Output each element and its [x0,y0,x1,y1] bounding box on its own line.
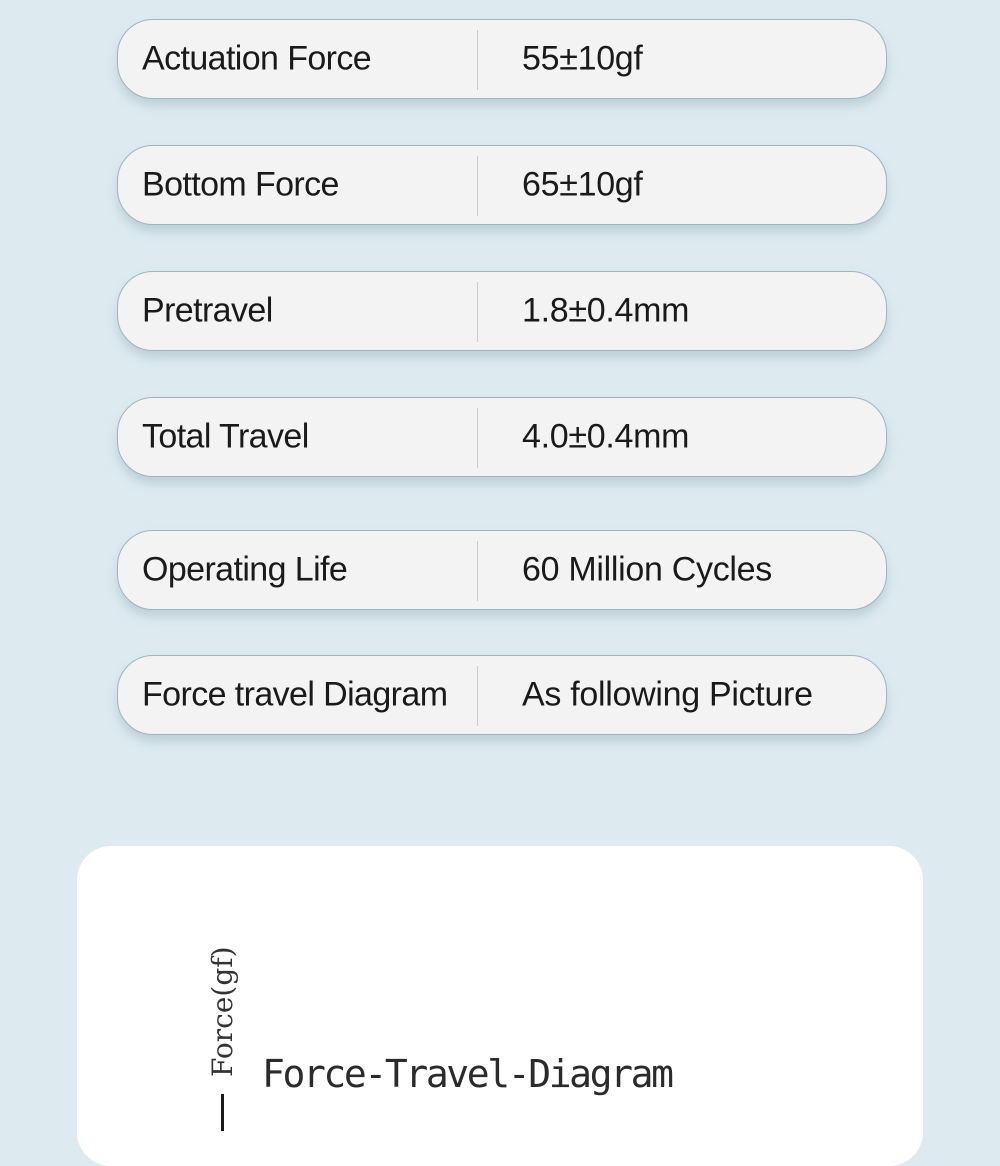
spec-value: 1.8±0.4mm [522,291,690,330]
spec-value: 4.0±0.4mm [522,417,690,456]
diagram-title: Force-Travel-Diagram [262,1052,672,1096]
spec-value: 65±10gf [522,165,643,204]
spec-divider [477,666,478,726]
spec-divider [477,541,478,601]
spec-row-operating-life [117,530,887,610]
spec-value: 60 Million Cycles [522,550,772,589]
spec-label: Pretravel [142,291,273,330]
spec-row-force-travel-diagram [117,655,887,735]
spec-row-total-travel [117,397,887,477]
spec-row-bottom-force [117,145,887,225]
spec-divider [477,30,478,90]
diagram-card [77,846,923,1166]
y-axis-label: Force(gf) [206,946,239,1077]
spec-value: As following Picture [522,675,813,714]
spec-label: Total Travel [142,417,309,456]
spec-divider [477,156,478,216]
spec-divider [477,408,478,468]
spec-label: Operating Life [142,550,348,589]
spec-label: Actuation Force [142,39,372,78]
spec-row-actuation-force [117,19,887,99]
spec-label: Bottom Force [142,165,339,204]
y-axis-line [221,1094,224,1131]
spec-divider [477,282,478,342]
spec-row-pretravel [117,271,887,351]
spec-value: 55±10gf [522,39,643,78]
spec-label: Force travel Diagram [142,675,448,714]
